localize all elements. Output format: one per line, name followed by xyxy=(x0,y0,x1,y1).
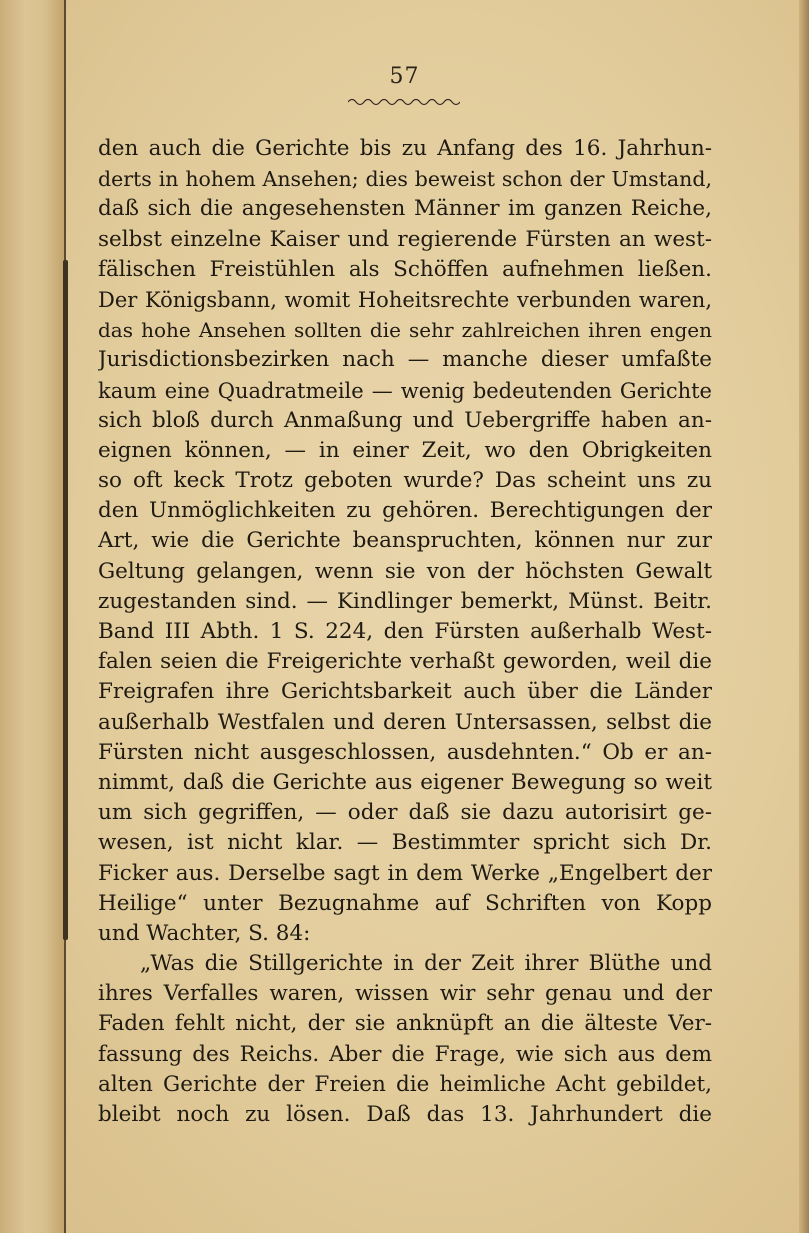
text-line: Art, wie die Gerichte beanspruchten, können nur zur xyxy=(98,528,712,554)
wavy-rule-ornament xyxy=(348,96,460,106)
text-line: bleibt noch zu lösen. Daß das 13. Jahrhundert die xyxy=(98,1102,712,1127)
right-page-edge xyxy=(799,0,809,1233)
text-line: außerhalb Westfalen und deren Untersassen, selbst die xyxy=(98,709,712,735)
text-line: Faden fehlt nicht, der sie anknüpft an die älteste Ver- xyxy=(98,1011,712,1037)
body-text xyxy=(98,134,712,1130)
torn-left-edge xyxy=(0,0,66,1233)
text-line: alten Gerichte der Freien die heimliche Acht gebildet, xyxy=(98,1071,712,1097)
text-line: und Wachter, S. 84: xyxy=(98,920,311,946)
text-line: selbst einzelne Kaiser und regierende Fürsten an west- xyxy=(98,226,712,252)
text-line: um sich gegriffen, — oder daß sie dazu autorisirt ge- xyxy=(98,800,712,826)
text-line: den Unmöglichkeiten zu gehören. Berechtigungen der xyxy=(98,498,712,524)
text-line: Freigrafen ihre Gerichtsbarkeit auch über die Länder xyxy=(98,679,712,705)
text-line: Fürsten nicht ausgeschlossen, ausdehnten.“ Ob er an- xyxy=(98,739,712,765)
text-line: fassung des Reichs. Aber die Frage, wie sich aus dem xyxy=(98,1041,712,1067)
text-line: Ficker aus. Derselbe sagt in dem Werke „Engelbert der xyxy=(98,860,712,886)
text-line: Der Königsbann, womit Hoheitsrechte verbunden waren, xyxy=(98,287,712,312)
text-line: ihres Verfalles waren, wissen wir sehr genau und der xyxy=(98,981,712,1007)
text-line: Band III Abth. 1 S. 224, den Fürsten außerhalb West- xyxy=(98,619,712,644)
text-line: Geltung gelangen, wenn sie von der höchsten Gewalt xyxy=(98,558,712,584)
text-line: sich bloß durch Anmaßung und Uebergriffe haben an- xyxy=(98,407,712,433)
text-line: derts in hohem Ansehen; dies beweist schon der Umstand, xyxy=(98,167,712,192)
text-line: „Was die Stillgerichte in der Zeit ihrer Blüthe und xyxy=(140,951,712,977)
text-line: fälischen Freistühlen als Schöffen aufnehmen ließen. xyxy=(98,256,712,282)
text-line: den auch die Gerichte bis zu Anfang des 16. Jahrhun- xyxy=(98,136,712,161)
page-number: 57 xyxy=(389,64,420,89)
text-line: Heilige“ unter Bezugnahme auf Schriften von Kopp xyxy=(98,890,712,916)
text-line: zugestanden sind. — Kindlinger bemerkt, Münst. Beitr. xyxy=(98,588,712,614)
text-line: eignen können, — in einer Zeit, wo den Obrigkeiten xyxy=(98,437,712,463)
text-line: das hohe Ansehen sollten die sehr zahlreichen ihren engen xyxy=(98,318,712,343)
text-line: kaum eine Quadratmeile — wenig bedeutenden Gerichte xyxy=(98,378,712,403)
text-line: wesen, ist nicht klar. — Bestimmter spricht sich Dr. xyxy=(98,830,712,856)
text-line: falen seien die Freigerichte verhaßt geworden, weil die xyxy=(98,649,712,675)
text-line: nimmt, daß die Gerichte aus eigener Bewegung so weit xyxy=(98,769,712,795)
text-line: Jurisdictionsbezirken nach — manche dieser umfaßte xyxy=(98,347,712,373)
text-line: daß sich die angesehensten Männer im ganzen Reiche, xyxy=(98,196,712,222)
text-line: so oft keck Trotz geboten wurde? Das scheint uns zu xyxy=(98,468,712,494)
